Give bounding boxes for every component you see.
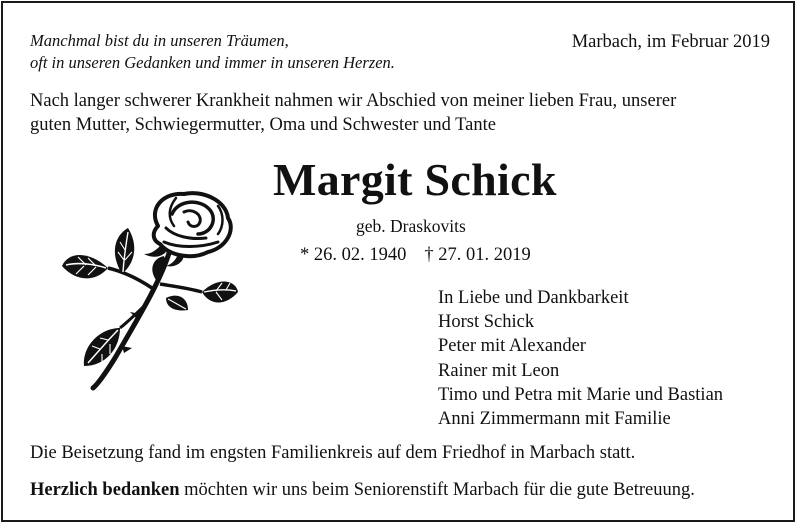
- death-date: † 27. 01. 2019: [424, 245, 531, 265]
- mourners-list: [438, 286, 723, 431]
- mourner-item: Timo und Petra mit Marie und Bastian: [438, 384, 724, 405]
- intro-line-2: guten Mutter, Schwiegermutter, Oma und Schwester und Tante: [30, 115, 496, 135]
- rose-icon: [60, 188, 240, 392]
- birth-date: * 26. 02. 1940: [300, 245, 407, 265]
- intro-line-1: Nach langer schwerer Krankheit nahmen wir Abschied von meiner lieben Frau, unserer: [30, 91, 677, 111]
- burial-note: Die Beisetzung fand im engsten Familienkreis auf dem Friedhof in Marbach statt.: [30, 443, 636, 463]
- mourners-intro: In Liebe und Dankbarkeit: [438, 288, 629, 308]
- motto: [30, 30, 395, 74]
- place-date: Marbach, im Februar 2019: [571, 32, 770, 52]
- thanks-note: [30, 478, 695, 502]
- birth-name: geb. Draskovits: [356, 216, 466, 236]
- thanks-rest: möchten wir uns beim Seniorenstift Marbach für die gute Betreuung.: [179, 480, 695, 500]
- mourner-item: Rainer mit Leon: [438, 360, 560, 381]
- mourner-item: Anni Zimmermann mit Familie: [438, 409, 671, 430]
- thanks-bold: Herzlich bedanken: [30, 480, 180, 500]
- motto-line-2: oft in unseren Gedanken und immer in unseren Herzen.: [30, 53, 395, 72]
- mourner-item: Peter mit Alexander: [438, 336, 586, 357]
- deceased-name: Margit Schick: [273, 154, 557, 205]
- intro-text: [30, 89, 770, 137]
- mourner-item: Horst Schick: [438, 312, 535, 333]
- life-dates: [300, 243, 531, 267]
- motto-line-1: Manchmal bist du in unseren Träumen,: [30, 31, 289, 50]
